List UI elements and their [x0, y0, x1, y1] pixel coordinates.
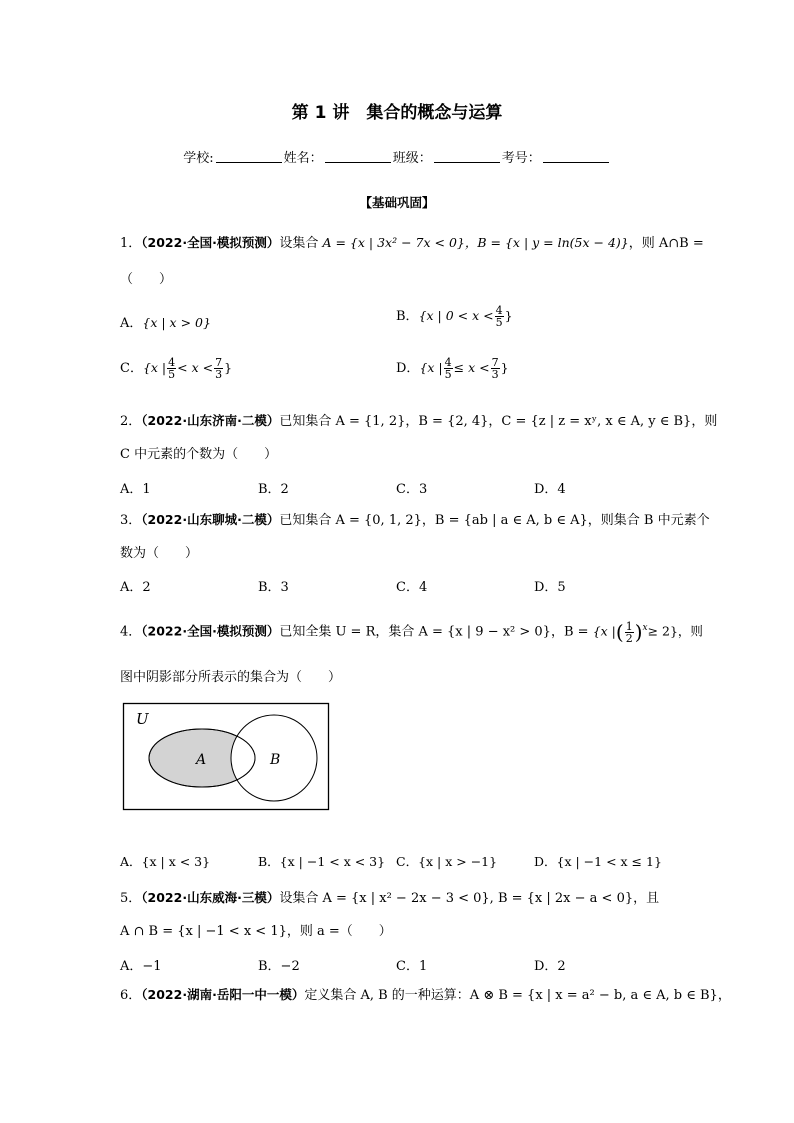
- option-5d[interactable]: D．2: [534, 959, 566, 974]
- question-3-line2: 数为（ ）: [120, 546, 199, 561]
- question-4: 4．（2022·全国·模拟预测）已知全集 U = R，集合 A = {x | 9 − x² > 0}，B = {x |( $\frac{1}{2}$ )$^x$≥ 2}，则: [120, 619, 703, 645]
- fraction-numerator: 7: [491, 356, 499, 369]
- set-b-pre: {x |: [592, 623, 616, 639]
- question-6: [120, 984, 731, 1003]
- fraction-denominator: 2: [625, 631, 633, 645]
- option-text: {x | x > 0}: [142, 315, 211, 330]
- label-a: A: [196, 752, 207, 768]
- question-5: [120, 887, 659, 906]
- option-3d[interactable]: D．5: [534, 580, 566, 595]
- question-stem: 定义集合 A, B 的一种运算：A ⊗ B = {x | x = a² − b, a ∈ A, b ∈ B}，: [304, 988, 731, 1003]
- option-text-post: }: [504, 308, 513, 323]
- question-number: 1．: [120, 236, 142, 251]
- option-text-post: }: [224, 360, 233, 375]
- question-number: 2．: [120, 414, 142, 429]
- option-text-pre: {x |: [419, 360, 443, 375]
- option-1d[interactable]: [396, 357, 509, 380]
- name-blank[interactable]: [325, 150, 391, 163]
- option-2d[interactable]: D．4: [534, 482, 566, 497]
- option-4b[interactable]: B．{x | −1 < x < 3}: [258, 854, 386, 869]
- set-a: A = {x | 3x² − 7x < 0}: [322, 235, 465, 250]
- option-3a[interactable]: A．2: [120, 580, 151, 595]
- option-text-post: }: [500, 360, 509, 375]
- fraction-numerator: 4: [444, 356, 452, 369]
- question-number: 4．: [120, 624, 142, 640]
- set-b-post: ≥ 2}，则: [647, 623, 703, 639]
- fraction-denominator: 3: [491, 368, 499, 381]
- fraction: [495, 305, 504, 328]
- fraction-numerator: 1: [625, 619, 633, 633]
- question-2: [120, 410, 717, 429]
- option-2b[interactable]: B．2: [258, 482, 289, 497]
- fraction: [491, 357, 500, 380]
- fraction-denominator: 5: [444, 368, 452, 381]
- option-1b[interactable]: [396, 305, 513, 328]
- question-source: （2022·山东威海·三模）: [141, 890, 280, 905]
- fraction-numerator: 4: [495, 304, 503, 317]
- option-2c[interactable]: C．3: [396, 482, 428, 497]
- fraction-numerator: 7: [215, 356, 223, 369]
- question-2-line2: C 中元素的个数为（ ）: [120, 447, 278, 462]
- question-number: 6．: [120, 988, 142, 1003]
- option-1c[interactable]: [120, 357, 232, 380]
- option-label: D．: [396, 361, 420, 376]
- option-text-mid: ≤ x <: [453, 360, 490, 375]
- question-source: （2022·湖南·岳阳一中一模）: [141, 987, 305, 1002]
- fraction: [214, 357, 223, 380]
- fraction-numerator: 4: [168, 356, 176, 369]
- option-5b[interactable]: B．−2: [258, 959, 300, 974]
- fraction: [625, 621, 634, 644]
- question-source: （2022·全国·模拟预测）: [141, 235, 280, 250]
- question-3: [120, 509, 710, 528]
- question-1: [120, 232, 704, 251]
- option-label: B．: [396, 309, 419, 324]
- venn-diagram: [122, 702, 332, 812]
- fraction: [444, 357, 453, 380]
- question-4-line2: 图中阴影部分所表示的集合为（ ）: [120, 670, 342, 685]
- question-stem: 已知集合 A = {0, 1, 2}，B = {ab | a ∈ A, b ∈ A}，则集合 B 中元素个: [279, 513, 710, 528]
- fraction: [167, 357, 176, 380]
- fraction-denominator: 3: [215, 368, 223, 381]
- name-label: 姓名：: [283, 151, 323, 166]
- option-text-mid: < x <: [177, 360, 214, 375]
- section-title: 【基础巩固】: [359, 195, 435, 210]
- question-stem: 已知集合 A = {1, 2}，B = {2, 4}，C = {z | z = xʸ, x ∈ A, y ∈ B}，则: [279, 414, 718, 429]
- option-3c[interactable]: C．4: [396, 580, 428, 595]
- question-ask: ，则 A∩B =: [628, 236, 704, 251]
- answer-paren: （ ）: [120, 272, 173, 287]
- fraction-denominator: 5: [168, 368, 176, 381]
- question-number: 3．: [120, 513, 142, 528]
- option-3b[interactable]: B．3: [258, 580, 289, 595]
- option-text-pre: {x | 0 < x <: [418, 308, 494, 323]
- option-label: C．: [120, 361, 143, 376]
- label-b: B: [270, 752, 281, 768]
- question-stem: 设集合 A = {x | x² − 2x − 3 < 0}, B = {x | 2x − a < 0}，且: [279, 891, 660, 906]
- set-b: ，B = {x | y = ln(5x − 4)}: [464, 235, 629, 250]
- question-stem: 设集合: [279, 236, 319, 251]
- option-4d[interactable]: D．{x | −1 < x ≤ 1}: [534, 854, 662, 869]
- question-number: 5．: [120, 891, 142, 906]
- question-stem: 已知全集 U = R，集合 A = {x | 9 − x² > 0}，B =: [279, 624, 589, 640]
- question-source: （2022·全国·模拟预测）: [141, 623, 280, 639]
- school-blank[interactable]: [216, 150, 282, 163]
- option-4a[interactable]: A．{x | x < 3}: [120, 854, 211, 869]
- option-2a[interactable]: A．1: [120, 482, 151, 497]
- option-1a[interactable]: [120, 312, 211, 331]
- question-source: （2022·山东聊城·二模）: [141, 512, 280, 527]
- exponent: x: [642, 623, 648, 634]
- student-info-line: [0, 147, 794, 166]
- label-u: U: [136, 710, 149, 728]
- question-5-line2: A ∩ B = {x | −1 < x < 1}，则 a =（ ）: [120, 924, 392, 939]
- school-label: 学校:: [183, 151, 214, 166]
- class-blank[interactable]: [434, 150, 500, 163]
- option-5c[interactable]: C．1: [396, 959, 428, 974]
- page-title: 第 1 讲 集合的概念与运算: [291, 103, 503, 123]
- number-label: 考号：: [501, 151, 541, 166]
- option-label: A．: [120, 316, 143, 331]
- option-4c[interactable]: C．{x | x > −1}: [396, 854, 498, 869]
- option-5a[interactable]: A．−1: [120, 959, 162, 974]
- class-label: 班级：: [392, 151, 432, 166]
- fraction-denominator: 5: [495, 316, 503, 329]
- question-source: （2022·山东济南·二模）: [141, 413, 280, 428]
- option-text-pre: {x |: [142, 360, 167, 375]
- number-blank[interactable]: [543, 150, 609, 163]
